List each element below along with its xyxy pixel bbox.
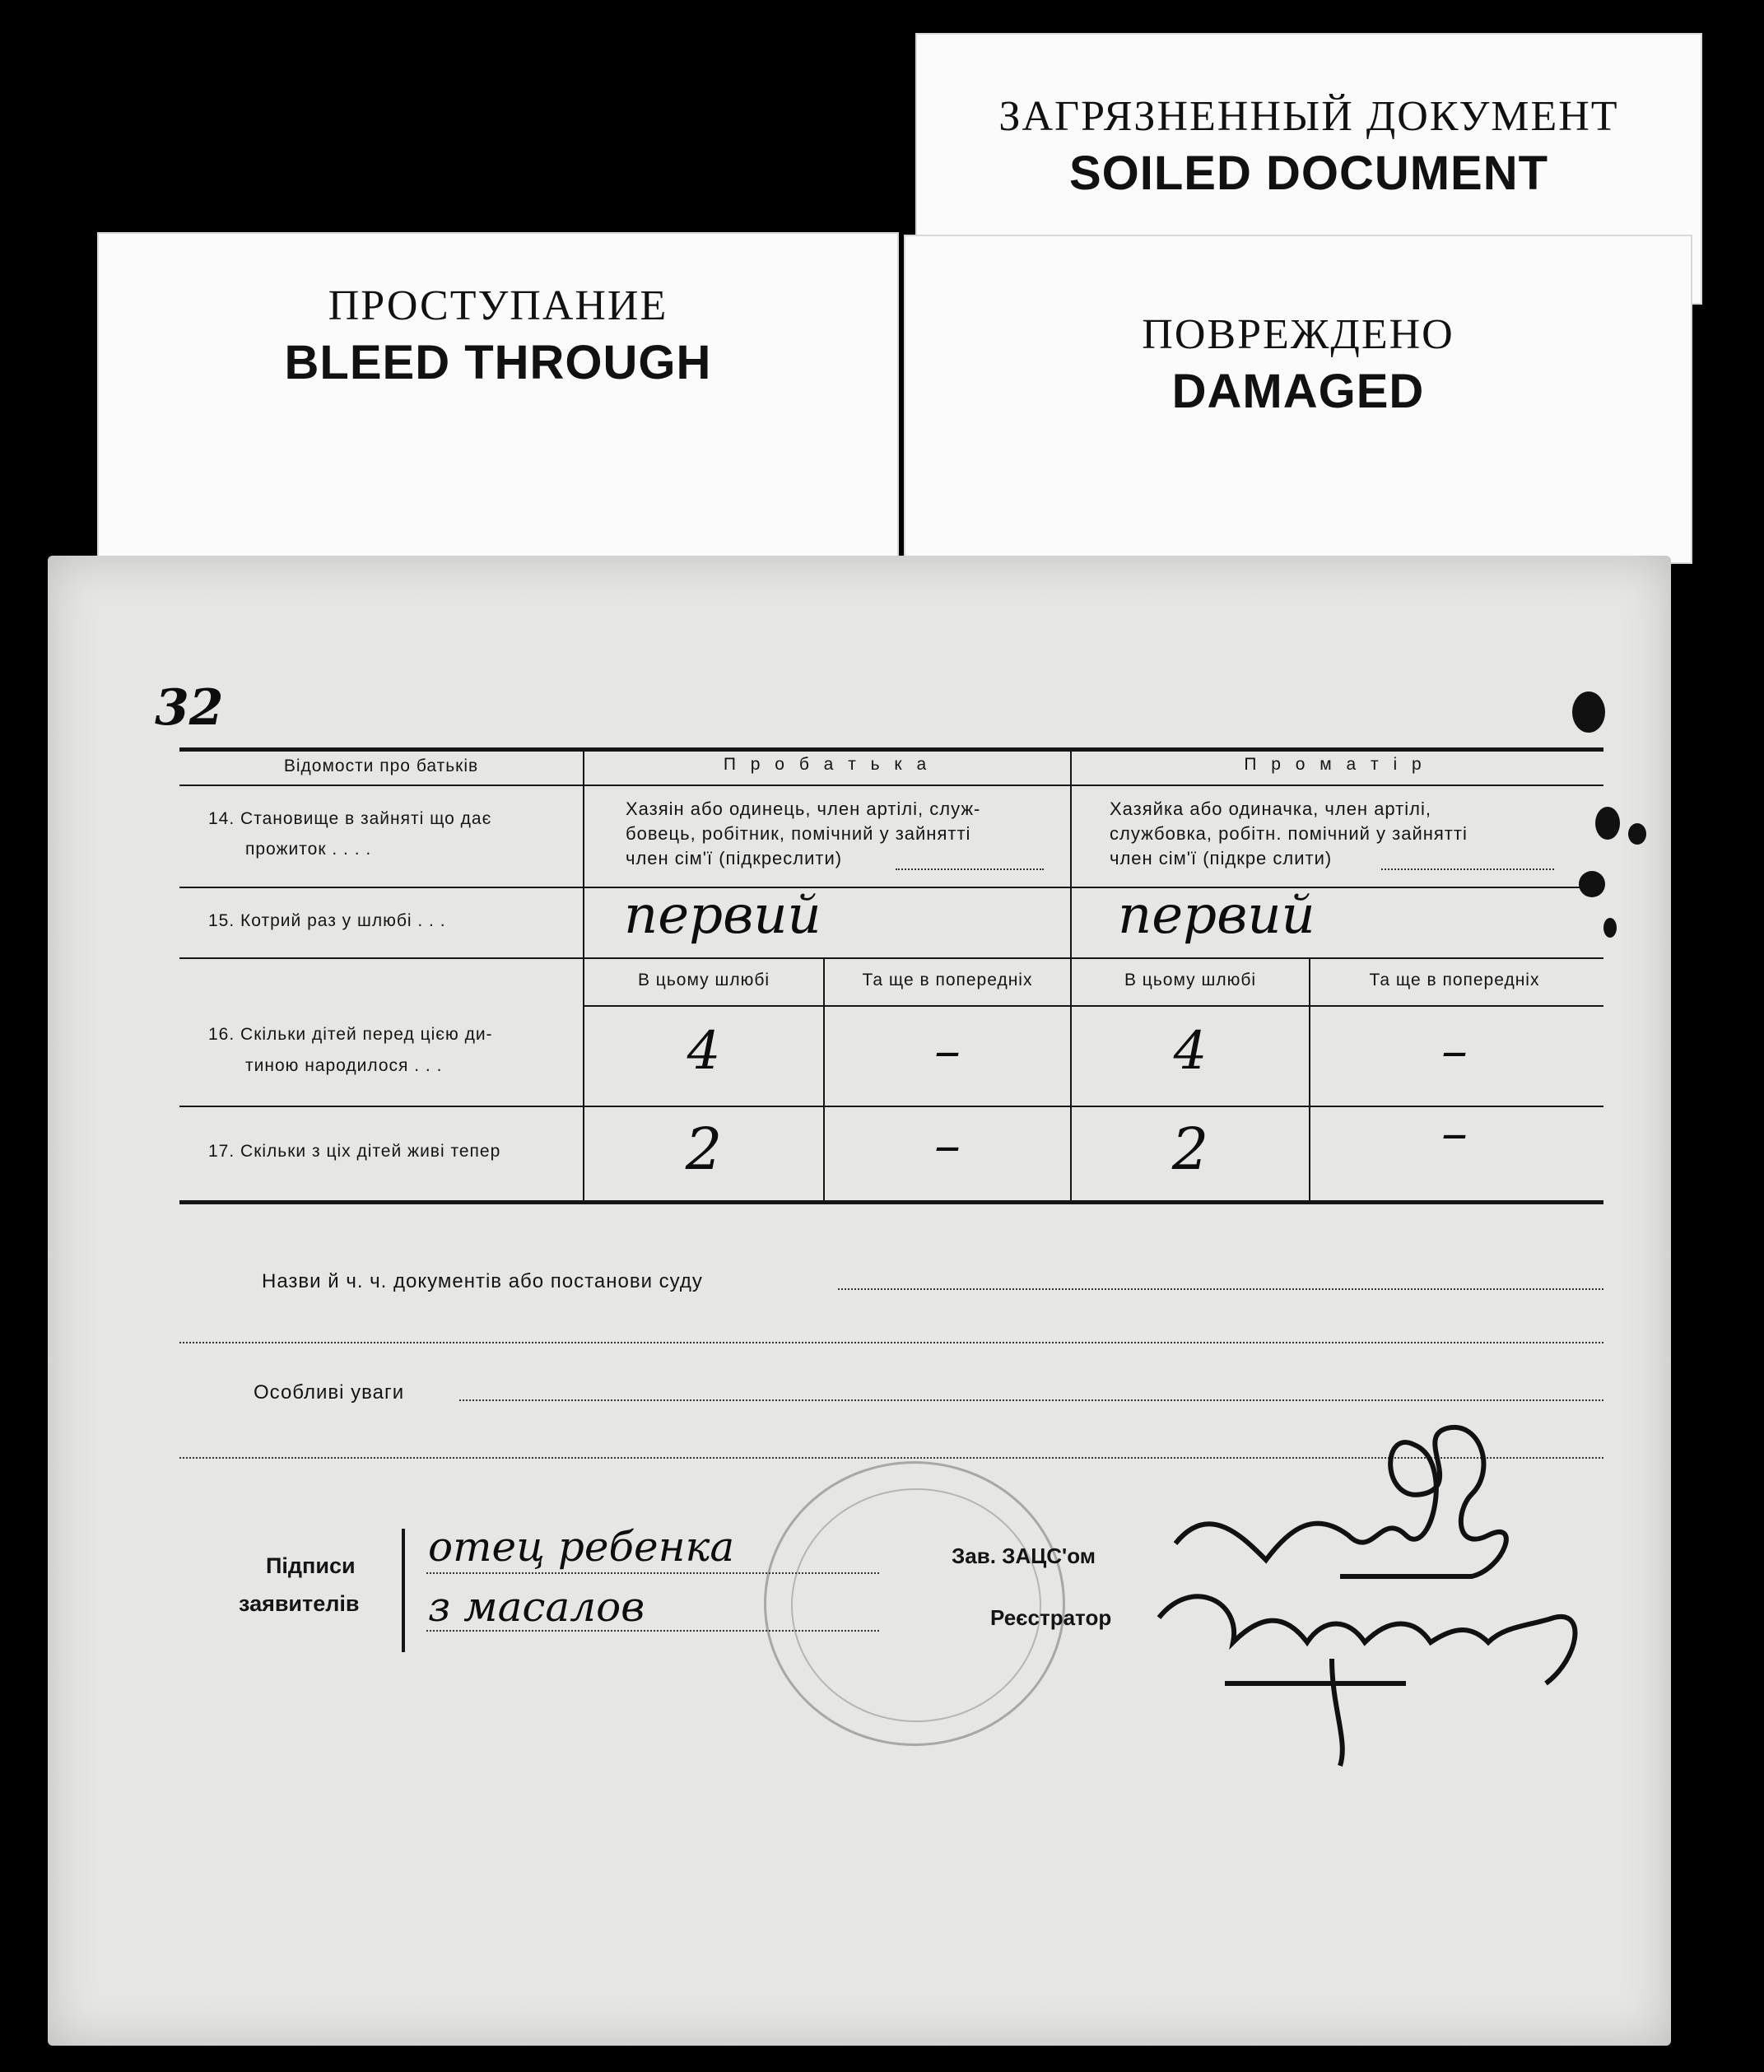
row15-mother-value: первий — [1118, 885, 1315, 946]
official-stamp — [764, 1461, 1065, 1746]
row14-father-line1: Хазяін або одинець, член артілі, служ- — [626, 799, 981, 819]
row14-mother-line3: член сім'ї (підкре слити) — [1110, 848, 1333, 868]
row14-mother-line2: службовка, робітн. помічний у зайнятті — [1110, 823, 1468, 844]
soiled-label-ru: ЗАГРЯЗНЕННЫЙ ДОКУМЕНТ — [998, 93, 1619, 140]
header-parents-info: Відомости про батьків — [283, 757, 479, 775]
applicant-signature-line2: з масалов — [428, 1583, 645, 1631]
damage-blot-5 — [1603, 918, 1617, 938]
row14-mother-dots — [1381, 868, 1554, 870]
row16-father-previous: – — [934, 1021, 961, 1082]
row14-label-line1: 14. Становище в зайняті що дає — [208, 809, 492, 828]
damaged-label-ru: ПОВРЕЖДЕНО — [1142, 311, 1454, 358]
row14-father-line3: член сім'ї (підкреслити) — [626, 848, 843, 868]
documents-line-2 — [179, 1342, 1603, 1343]
applicant-signature-line1: отец ребенка — [428, 1523, 735, 1571]
subheader-mother-previous: Та ще в попередніх — [1369, 971, 1540, 989]
documents-line-1 — [838, 1288, 1603, 1290]
signatures-label-line2: заявителів — [239, 1591, 360, 1616]
signature-line-2 — [426, 1630, 879, 1632]
form-sheet — [48, 556, 1671, 2046]
head-zags-label: Зав. ЗАЦС'ом — [952, 1544, 1096, 1568]
row14-rule — [179, 887, 1603, 888]
bleed-through-label — [97, 232, 899, 561]
signatures-brace — [402, 1529, 405, 1652]
subheader-rule — [583, 1005, 1603, 1007]
row17-mother-this: 2 — [1171, 1115, 1209, 1183]
damage-blot-4 — [1579, 871, 1605, 897]
remarks-line-1 — [459, 1399, 1603, 1401]
subheader-father-this: В цьому шлюбі — [637, 971, 770, 989]
row16-mother-this: 4 — [1173, 1021, 1208, 1082]
row15-rule — [179, 957, 1603, 959]
row17-label: 17. Скільки з ціх дітей живі тепер — [208, 1142, 501, 1161]
row16-label-line1: 16. Скільки дітей перед цією ди- — [208, 1025, 493, 1044]
row14-label-line2: прожиток . . . . — [245, 840, 372, 859]
row17-father-previous: – — [934, 1115, 961, 1176]
registrar-signature — [1159, 1596, 1575, 1766]
subheader-father-previous: Та ще в попередніх — [862, 971, 1033, 989]
head-signature — [1175, 1427, 1506, 1576]
row15-father-value: первий — [624, 885, 821, 946]
signature-line-1 — [426, 1572, 879, 1574]
table-top-rule — [179, 747, 1603, 752]
subheader-mother-this: В цьому шлюбі — [1124, 971, 1257, 989]
row16-father-this: 4 — [687, 1021, 721, 1082]
table-bottom-rule — [179, 1200, 1603, 1204]
damage-blot-3 — [1628, 823, 1646, 845]
bleed-label-en: BLEED THROUGH — [284, 336, 712, 389]
row14-mother-line1: Хазяйка або одиначка, член артілі, — [1110, 799, 1431, 819]
row17-father-this: 2 — [685, 1115, 723, 1183]
row14-father-line2: бовець, робітник, помічний у зайнятті — [626, 823, 971, 844]
row15-label: 15. Котрий раз у шлюбі . . . — [208, 911, 446, 930]
bleed-label-ru: ПРОСТУПАНИЕ — [328, 282, 668, 329]
damage-blot-1 — [1572, 691, 1605, 733]
header-father: П р о б а т ь к а — [723, 755, 932, 774]
row17-mother-previous: – — [1441, 1103, 1468, 1164]
documents-label: Назви й ч. ч. документів або постанови суду — [262, 1270, 703, 1292]
signatures-label-line1: Підписи — [266, 1553, 356, 1578]
row14-father-dots — [896, 868, 1044, 870]
registrar-label: Реєстратор — [990, 1605, 1112, 1630]
table-header-rule — [179, 785, 1603, 786]
header-mother: П р о м а т і р — [1244, 755, 1427, 774]
page-mark: 32 — [155, 679, 224, 737]
damaged-label-en: DAMAGED — [1171, 365, 1425, 418]
row16-label-line2: тиною народилося . . . — [245, 1056, 443, 1075]
official-signatures — [1143, 1412, 1636, 1774]
remarks-label: Особливі уваги — [254, 1381, 405, 1404]
damaged-label — [904, 235, 1692, 564]
soiled-label-en: SOILED DOCUMENT — [1068, 147, 1549, 200]
row16-mother-previous: – — [1441, 1021, 1468, 1082]
damage-blot-2 — [1595, 807, 1620, 840]
